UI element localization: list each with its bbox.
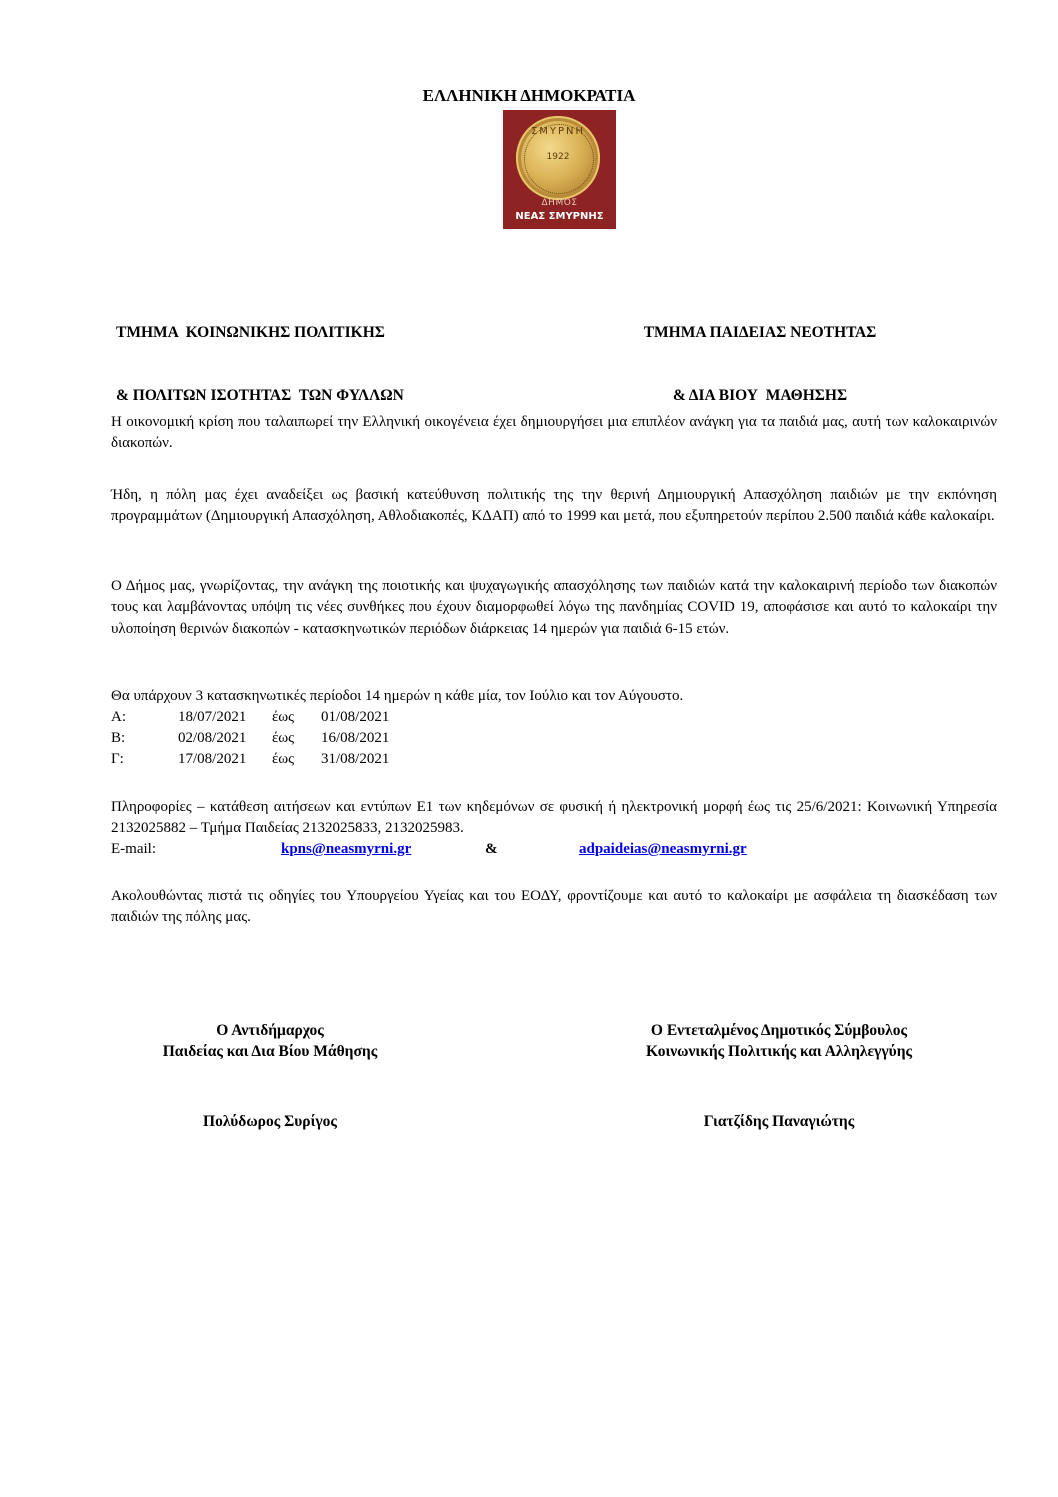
paragraph-intro: Η οικονομική κρίση που ταλαιπωρεί την Ελληνική οικογένεια έχει δημιουργήσει μια επιπλέον ανάγκη για τα παιδιά μας, αυτή των καλοκαιρινών διακοπών. [111,414,997,452]
period-label: Α: [111,709,126,725]
period-end: 01/08/2021 [321,709,390,725]
period-start: 02/08/2021 [178,730,247,746]
coin-year: 1922 [546,152,570,162]
signature-left-title2: Παιδείας και Δια Βίου Μάθησης [162,1043,378,1060]
document-title: ΕΛΛΗΝΙΚΗ ΔΗΜΟΚΡΑΤΙΑ [422,86,636,105]
signature-right-name: Γιατζίδης Παναγιώτης [703,1113,855,1130]
email-label: E-mail: [111,841,156,857]
department-right-line2: & ΔΙΑ ΒΙΟΥ ΜΑΘΗΣΗΣ [672,387,848,404]
signature-left-title1: Ο Αντιδήμαρχος [216,1022,324,1039]
department-right [612,280,908,427]
department-left-line1: ΤΜΗΜΑ ΚΟΙΝΩΝΙΚΗΣ ΠΟΛΙΤΙΚΗΣ [116,324,385,341]
department-right-line1: ΤΜΗΜΑ ΠΑΙΔΕΙΑΣ ΝΕΟΤΗΤΑΣ [643,324,877,341]
signature-right-title2: Κοινωνικής Πολιτικής και Αλληλεγγύης [645,1043,913,1060]
period-label: Γ: [111,751,124,767]
paragraph-info: Πληροφορίες – κατάθεση αιτήσεων και εντύπων Ε1 των κηδεμόνων σε φυσική ή ηλεκτρονική μορφή έως τις 25/6/2021: Κοινωνική Υπηρεσία 2132025882 – Τμήμα Παιδείας 2132025833, 2132025983. [111,799,997,837]
municipality-logo [503,110,616,229]
signature-left-title [120,1020,420,1062]
periods-intro: Θα υπάρχουν 3 κατασκηνωτικές περίοδοι 14 ημερών η κάθε μία, τον Ιούλιο και τον Αύγουστο. [111,688,684,704]
signature-right-title1: Ο Εντεταλμένος Δημοτικός Σύμβουλος [650,1022,908,1039]
period-separator: έως [272,709,295,725]
email-link-adpaideias[interactable]: adpaideias@neasmyrni.gr [579,841,747,857]
coin-text: ΣΜΥΡΝΗ [530,126,586,137]
period-end: 16/08/2021 [321,730,390,746]
period-separator: έως [272,751,295,767]
paragraph-history: Ήδη, η πόλη μας έχει αναδείξει ως βασική κατεύθυνση πολιτικής της την θερινή Δημιουργική Απασχόληση παιδιών με την εκπόνηση προγραμμάτων (Δημιουργική Απασχόληση, Αθλοδιακοπές, ΚΔΑΠ) από το 1999 και μετά, που εξυπηρετούν περίπου 2.500 παιδιά κάθε καλοκαίρι. [111,487,997,525]
email-separator: & [485,841,498,857]
coin-emblem-icon [516,116,600,200]
email-link-kpns[interactable]: kpns@neasmyrni.gr [281,841,412,857]
period-start: 18/07/2021 [178,709,247,725]
period-start: 17/08/2021 [178,751,247,767]
period-separator: έως [272,730,295,746]
signature-right-title [598,1020,960,1062]
logo-line-nea-smyrni: ΝΕΑΣ ΣΜΥΡΝΗΣ [515,211,604,222]
logo-line-dimos: ΔΗΜΟΣ [541,198,578,208]
paragraph-decision: Ο Δήμος μας, γνωρίζοντας, την ανάγκη της ποιοτικής και ψυχαγωγικής απασχόλησης των παιδιών κατά την καλοκαιρινή περίοδο των διακοπών τους και λαμβάνοντας υπόψη τις νέες συνθήκες που έχουν διαμορφωθεί λόγω της πανδημίας COVID 19, αποφάσισε και αυτό το καλοκαίρι την υλοποίηση θερινών διακοπών - κατασκηνωτικών περιόδων διάρκειας 14 ημερών για παιδιά 6-15 ετών. [111,578,997,637]
department-left [116,280,404,427]
period-end: 31/08/2021 [321,751,390,767]
paragraph-closing: Ακολουθώντας πιστά τις οδηγίες του Υπουργείου Υγείας και του ΕΟΔΥ, φροντίζουμε και αυτό το καλοκαίρι με ασφάλεια τη διασκέδαση των παιδιών της πόλης μας. [111,888,997,926]
signature-left-name: Πολύδωρος Συρίγος [203,1113,337,1130]
period-label: Β: [111,730,126,746]
department-left-line2: & ΠΟΛΙΤΩΝ ΙΣΟΤΗΤΑΣ ΤΩΝ ΦΥΛΛΩΝ [116,387,404,404]
